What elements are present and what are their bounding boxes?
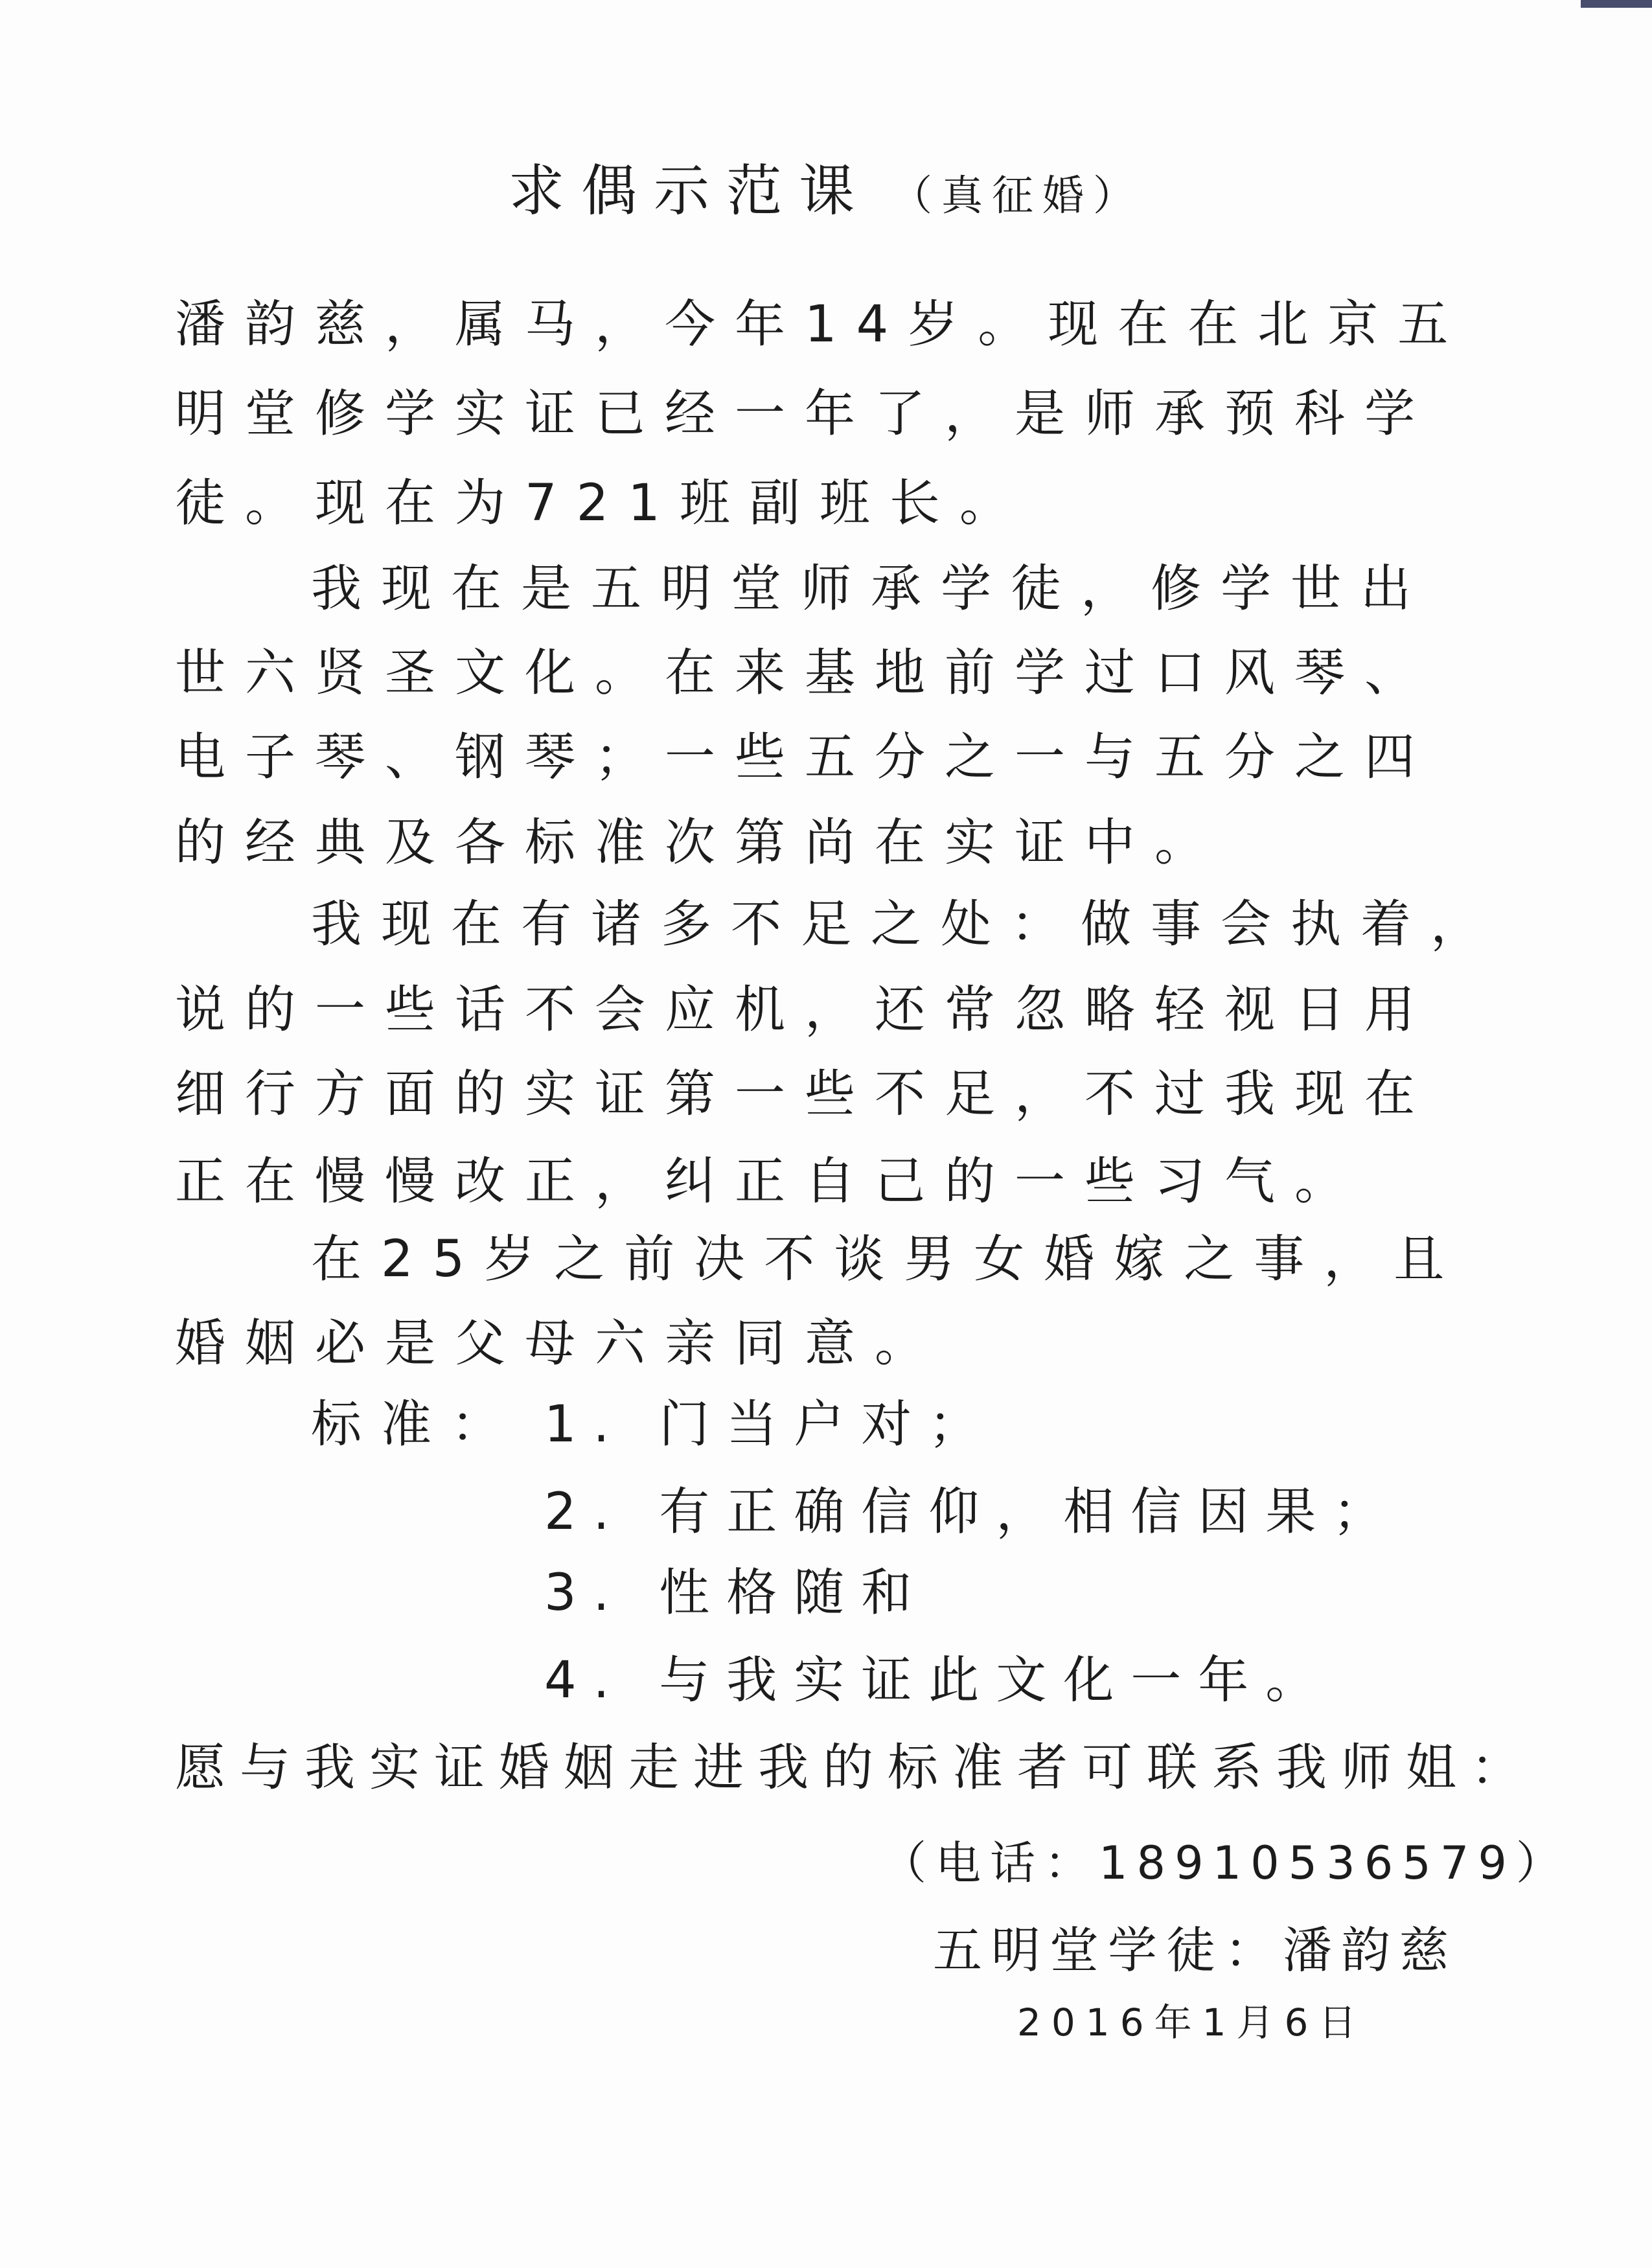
standard-item-3: 3. 性格随和: [544, 1564, 929, 1622]
body-line-10: 细行方面的实证第一些不足，不过我现在: [175, 1065, 1435, 1123]
standard-item-1: 1. 门当户对；: [544, 1395, 996, 1454]
contact-line: 愿与我实证婚姻走进我的标准者可联系我师姐：: [175, 1739, 1536, 1797]
body-line-3: 徒。现在为721班副班长。: [175, 474, 1029, 533]
title-text: 求偶示范课: [509, 159, 871, 223]
body-line-13: 婚姻必是父母六亲同意。: [175, 1314, 945, 1373]
body-line-6: 电子琴、钢琴；一些五分之一与五分之四: [175, 728, 1435, 786]
body-line-9: 说的一些话不会应机，还常忽略轻视日用: [175, 981, 1435, 1039]
scan-edge-mark: [1581, 0, 1652, 8]
page-title: [0, 146, 1652, 226]
body-line-1: 潘韵慈，属马，今年14岁。现在在北京五: [175, 295, 1468, 354]
body-line-5: 世六贤圣文化。在来基地前学过口风琴、: [175, 644, 1435, 702]
date: 2016年1月6日: [1017, 2000, 1367, 2045]
body-line-11: 正在慢慢改正，纠正自己的一些习气。: [175, 1152, 1365, 1211]
body-line-12: 在25岁之前决不谈男女婚嫁之事，且: [311, 1230, 1464, 1289]
title-subtitle: （真征婚）: [891, 172, 1143, 220]
body-line-7: 的经典及各标准次第尚在实证中。: [175, 814, 1225, 872]
body-line-8: 我现在有诸多不足之处：做事会执着，: [311, 895, 1501, 954]
standard-item-4: 4. 与我实证此文化一年。: [544, 1651, 1333, 1710]
body-line-4: 我现在是五明堂师承学徒，修学世出: [311, 560, 1431, 618]
signature: 五明堂学徒：潘韵慈: [933, 1921, 1458, 1979]
body-line-2: 明堂修学实证已经一年了，是师承预科学: [175, 385, 1435, 443]
phone-number: （电话：18910536579）: [881, 1837, 1570, 1890]
standards-label: 标准：: [311, 1395, 522, 1454]
standard-item-2: 2. 有正确信仰，相信因果；: [544, 1483, 1401, 1541]
